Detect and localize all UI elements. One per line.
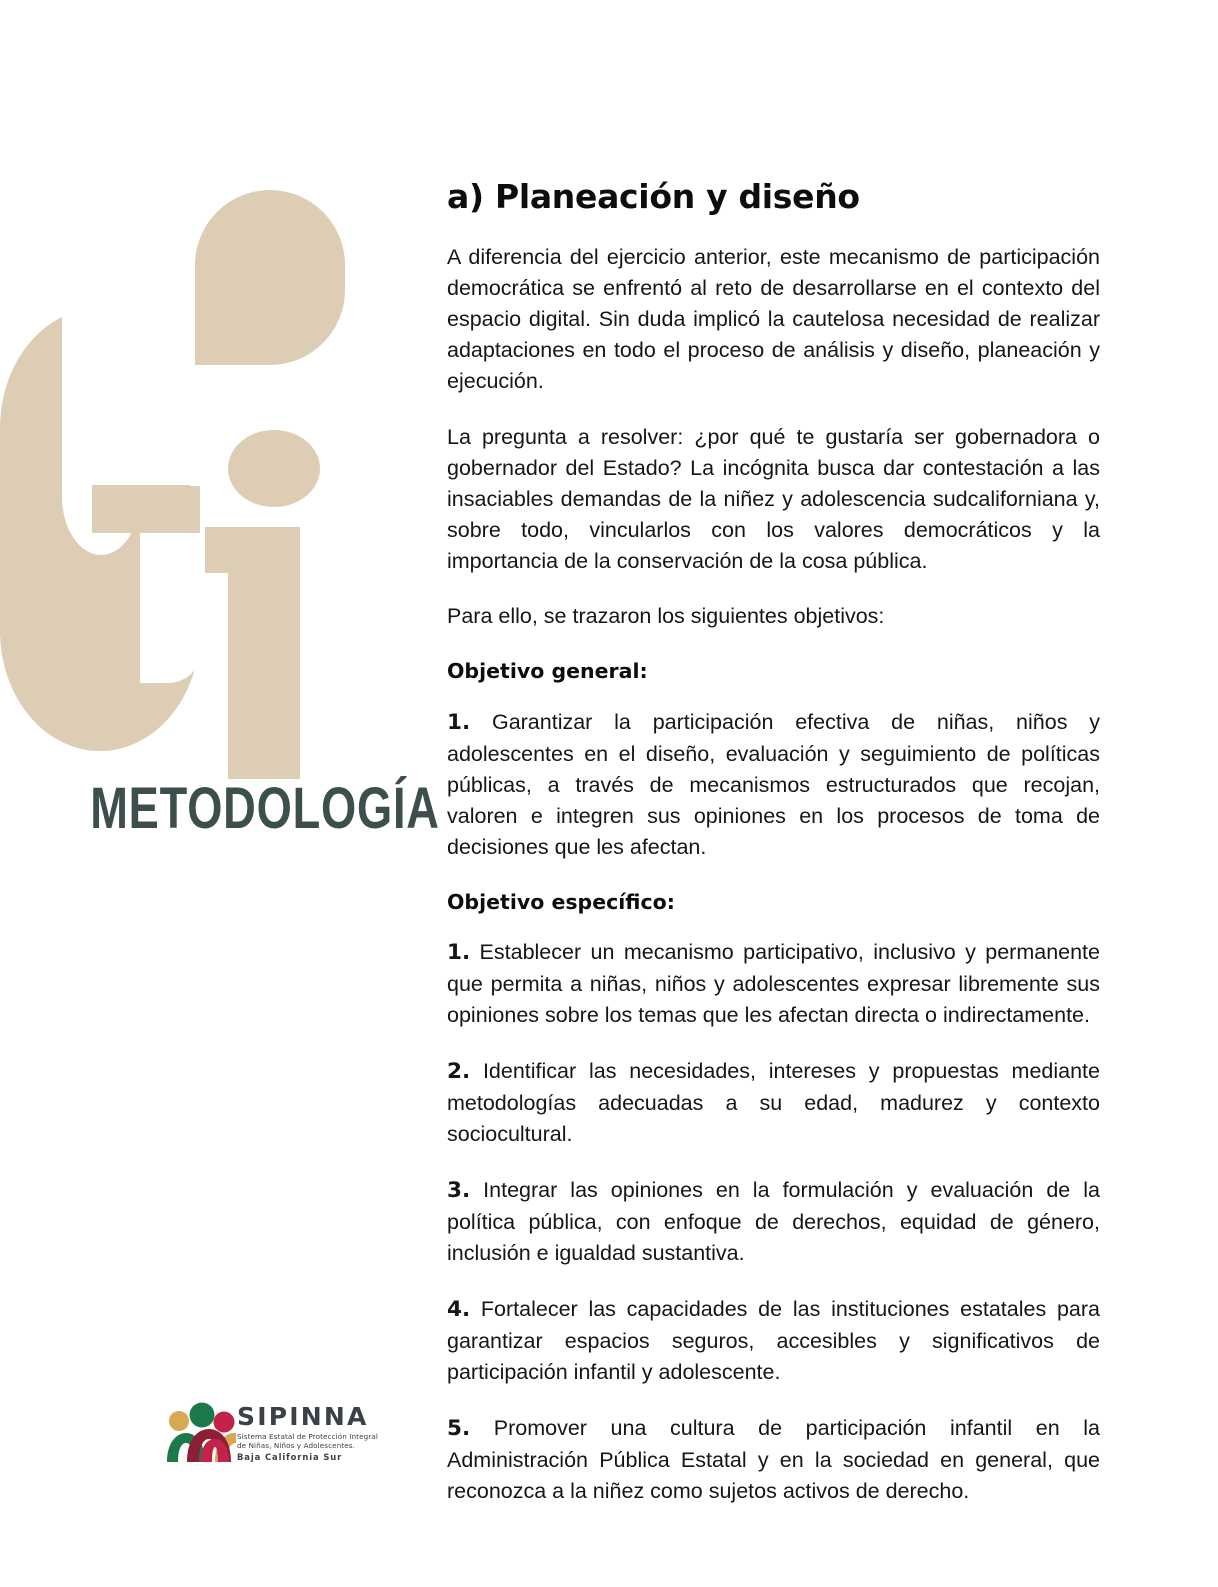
sipinna-logo <box>165 1400 395 1480</box>
objetivo-general-item-1-text: Garantizar la participación efectiva de niñas, niños y adolescentes en el diseño, evaluación y seguimiento de políticas públicas, a través de mecanismos estructurados que recojan, valoren e integren sus opiniones en los procesos de toma de decisiones que les afectan. <box>447 710 1101 859</box>
objetivo-especifico-item-4 <box>447 1294 1100 1388</box>
objetivo-especifico-item-2 <box>447 1056 1100 1150</box>
intro-paragraph-2: La pregunta a resolver: ¿por qué te gustaría ser gobernadora o gobernador del Estado? La incógnita busca dar contestación a las insaciables demandas de la niñez y adolescencia sudcaliforniana y, sobre todo, vincularlos con los valores democráticos y la importancia de la conservación de la cosa pública. <box>447 424 1100 573</box>
letter-i-dot <box>228 430 320 507</box>
objetivo-especifico-item-1-text: Establecer un mecanismo participativo, inclusivo y permanente que permita a niñas, niños y adolescentes expresar libremente sus opiniones sobre los temas que les afectan directa o indirectamente. <box>447 940 1100 1028</box>
intro-paragraph-1: A diferencia del ejercicio anterior, este mecanismo de participación democrática se enfrentó al reto de desarrollarse en el contexto del espacio digital. Sin duda implicó la cautelosa necesidad de realizar adaptaciones en todo el proceso de análisis y diseño, planeación y ejecución. <box>447 244 1100 393</box>
letter-g-upper-cut <box>140 308 202 486</box>
objetivo-especifico-item-1 <box>447 937 1100 1031</box>
left-decorative-column <box>0 0 440 1587</box>
objetivo-especifico-item-5-text: Promover una cultura de participación infantil en la Administración Pública Estatal y en la sociedad en general, que reconozca a la niñez como sujetos activos de derecho. <box>447 1415 1100 1503</box>
objetivo-especifico-item-4-text: Fortalecer las capacidades de las instituciones estatales para garantizar espacios seguros, accesibles y significativos de participación infantil y adolescente. <box>447 1296 1100 1384</box>
objetivo-especifico-item-4-number: 4. <box>447 1296 471 1322</box>
objetivo-especifico-item-2-number: 2. <box>447 1059 471 1085</box>
sipinna-wordmark <box>237 1404 397 1462</box>
objetivo-especifico-item-1-number: 1. <box>447 940 471 966</box>
objetivo-general-item-1-number: 1. <box>447 710 471 736</box>
sipinna-figures-icon <box>165 1402 237 1464</box>
sipinna-state: Baja California Sur <box>237 1452 343 1463</box>
letter-i-stem <box>228 527 300 779</box>
heading-objetivo-general: Objetivo general: <box>447 659 648 684</box>
letter-g-crossbar <box>92 485 190 533</box>
objetivo-especifico-item-2-text: Identificar las necesidades, intereses y propuestas mediante metodologías adecuadas a su edad, madurez y contexto sociocultural. <box>447 1059 1100 1147</box>
objetivo-especifico-item-3-text: Integrar las opiniones en la formulación y evaluación de la política pública, con enfoque de derechos, equidad de género, inclusión e igualdad sustantiva. <box>447 1178 1100 1265</box>
objetivo-especifico-item-5 <box>447 1413 1100 1507</box>
section-caption-metodologia: METODOLOGÍA <box>90 776 440 841</box>
objetivo-especifico-item-3 <box>447 1175 1100 1269</box>
objetivo-especifico-item-5-number: 5. <box>447 1415 471 1441</box>
document-body <box>447 178 1100 1532</box>
page-title: a) Planeación y diseño <box>447 177 860 216</box>
objetivo-general-item-1 <box>447 707 1100 863</box>
sipinna-subtitle-line-2: de Niñas, Niños y Adolescentes. <box>237 1441 356 1451</box>
sipinna-name: SIPINNA <box>237 1402 369 1431</box>
objetivo-especifico-item-3-number: 3. <box>447 1178 471 1204</box>
letter-g-mouth-cut <box>140 533 202 683</box>
sipinna-subtitle-line-1: Sistema Estatal de Protección Integral <box>237 1432 378 1441</box>
gi-monogram-logo <box>0 175 400 775</box>
speech-bubble-icon <box>195 190 345 365</box>
heading-objetivo-especifico: Objetivo específico: <box>447 889 675 914</box>
intro-paragraph-3: Para ello, se trazaron los siguientes objetivos: <box>447 604 885 629</box>
